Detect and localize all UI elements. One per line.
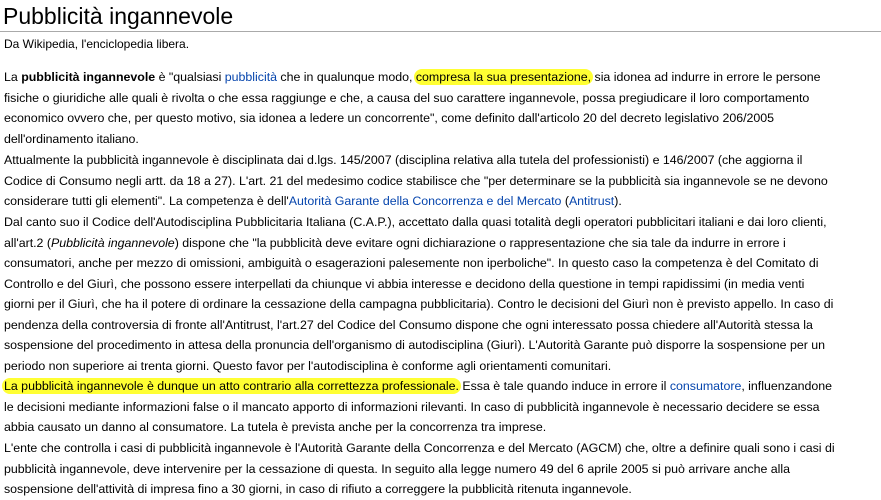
paragraph-autodisciplina xyxy=(4,212,880,376)
text-line: pendenza della controversia di fronte all'Antitrust, l'art.27 del Codice del Consumo dispone che ogni interessato possa chiedere all'Autorità stessa la xyxy=(4,317,813,332)
text-line: Controllo e del Giurì, che possono essere interpellati da chiunque vi abbia interesse e decidono della questione in tempi rapidissimi (in media venti xyxy=(4,276,805,291)
title-divider xyxy=(0,31,881,32)
text-line: all'art.2 (Pubblicità ingannevole) dispone che "la pubblicità deve evitare ogni dichiarazione o rappresentazione che sia tale da indurre in errore i xyxy=(4,235,786,250)
text-line: dell'ordinamento italiano. xyxy=(4,131,139,146)
text-line: giorni per il Giurì, che ha il potere di ordinare la cessazione della campagna pubblicitaria). Contro le decisioni del Giurì non è previsto appello. In caso di xyxy=(4,297,834,311)
text-line: fisiche o giuridiche alle quali è rivolta o che essa raggiunge e che, a causa del suo carattere ingannevole, possa pregiudicare il loro comportamento xyxy=(4,90,810,105)
text-line: Dal canto suo il Codice dell'Autodisciplina Pubblicitaria Italiana (C.A.P.), accettato dalla quasi totalità degli operatori pubblicitari italiani e dai loro clienti, xyxy=(4,215,827,229)
paragraph-legislation xyxy=(4,150,880,212)
text-line: pubblicità ingannevole, deve intervenire per la cessazione di questa. In seguito alla legge numero 49 del 6 aprile 2005 si può arrivare anche alla xyxy=(4,461,791,476)
site-subtitle: Da Wikipedia, l'enciclopedia libera. xyxy=(4,37,190,51)
text-line: La pubblicità ingannevole è dunque un atto contrario alla correttezza professionale. Essa è tale quando induce in errore il consumatore, influenzandone xyxy=(4,379,833,393)
link-autorita-garante[interactable]: Autorità Garante della Concorrenza e del Mercato xyxy=(288,194,562,208)
highlight-atto-contrario: La pubblicità ingannevole è dunque un atto contrario alla correttezza professionale. xyxy=(4,379,459,393)
link-antitrust[interactable]: Antitrust xyxy=(568,194,615,208)
text-line: Codice di Consumo negli artt. da 18 a 27). L'art. 21 del medesimo codice stabilisce che "per determinare se la pubblicità sia ingannevole se ne devono xyxy=(4,173,828,188)
paragraph-agcm xyxy=(4,438,880,500)
link-pubblicita[interactable]: pubblicità xyxy=(224,70,277,84)
text-line: Attualmente la pubblicità ingannevole è disciplinata dai d.lgs. 145/2007 (disciplina relativa alla tutela del professionisti) e 146/2007 (che aggiorna il xyxy=(4,153,803,167)
text-line: La pubblicità ingannevole è "qualsiasi pubblicità che in qualunque modo, compresa la sua presentazione, sia idonea ad indurre in errore le persone xyxy=(4,70,821,84)
text-line: consumatori, anche per mezzo di omissioni, ambiguità o esagerazioni palesemente non iperboliche". In questo caso la competenza è del Comitato di xyxy=(4,256,819,270)
link-consumatore[interactable]: consumatore xyxy=(669,379,742,393)
text-line: sospensione del procedimento in attesa della pronuncia dell'organismo di autodisciplina (Giurì). L'Autorità Garante può disporre la sospensione per un xyxy=(4,338,826,352)
text-line: periodo non superiore ai trenta giorni. Questo favor per l'autodisciplina è conforme agli orientamenti comunitari. xyxy=(4,358,612,373)
text-line: L'ente che controlla i casi di pubblicità ingannevole è l'Autorità Garante della Concorrenza e del Mercato (AGCM) che, oltre a definire quali sono i casi di xyxy=(4,441,835,455)
term-bold: pubblicità ingannevole xyxy=(21,70,156,84)
text-line: economico ovvero che, per questo motivo, sia idonea a ledere un concorrente", come definito dall'articolo 20 del decreto legislativo 206/2005 xyxy=(4,111,775,125)
highlight-presentazione: compresa la sua presentazione, xyxy=(415,70,592,84)
text-line: le decisioni mediante informazioni false o il mancato apporto di informazioni rilevanti. In caso di pubblicità ingannevole è necessario decidere se essa xyxy=(4,399,820,414)
paragraph-definition xyxy=(4,67,880,149)
italic-term: Pubblicità ingannevole xyxy=(50,235,175,250)
paragraph-correttezza xyxy=(4,376,880,438)
text-line: considerare tutti gli elementi". La competenza è dell'Autorità Garante della Concorrenza e del Mercato (Antitrust). xyxy=(4,194,622,208)
page-title: Pubblicità ingannevole xyxy=(3,3,234,29)
text-line: sospensione dell'attività di impresa fino a 30 giorni, in caso di rifiuto a correggere la pubblicità ritenuta ingannevole. xyxy=(4,482,632,496)
text-line: abbia causato un danno al consumatore. La tutela è prevista anche per la concorrenza tra imprese. xyxy=(4,420,547,434)
